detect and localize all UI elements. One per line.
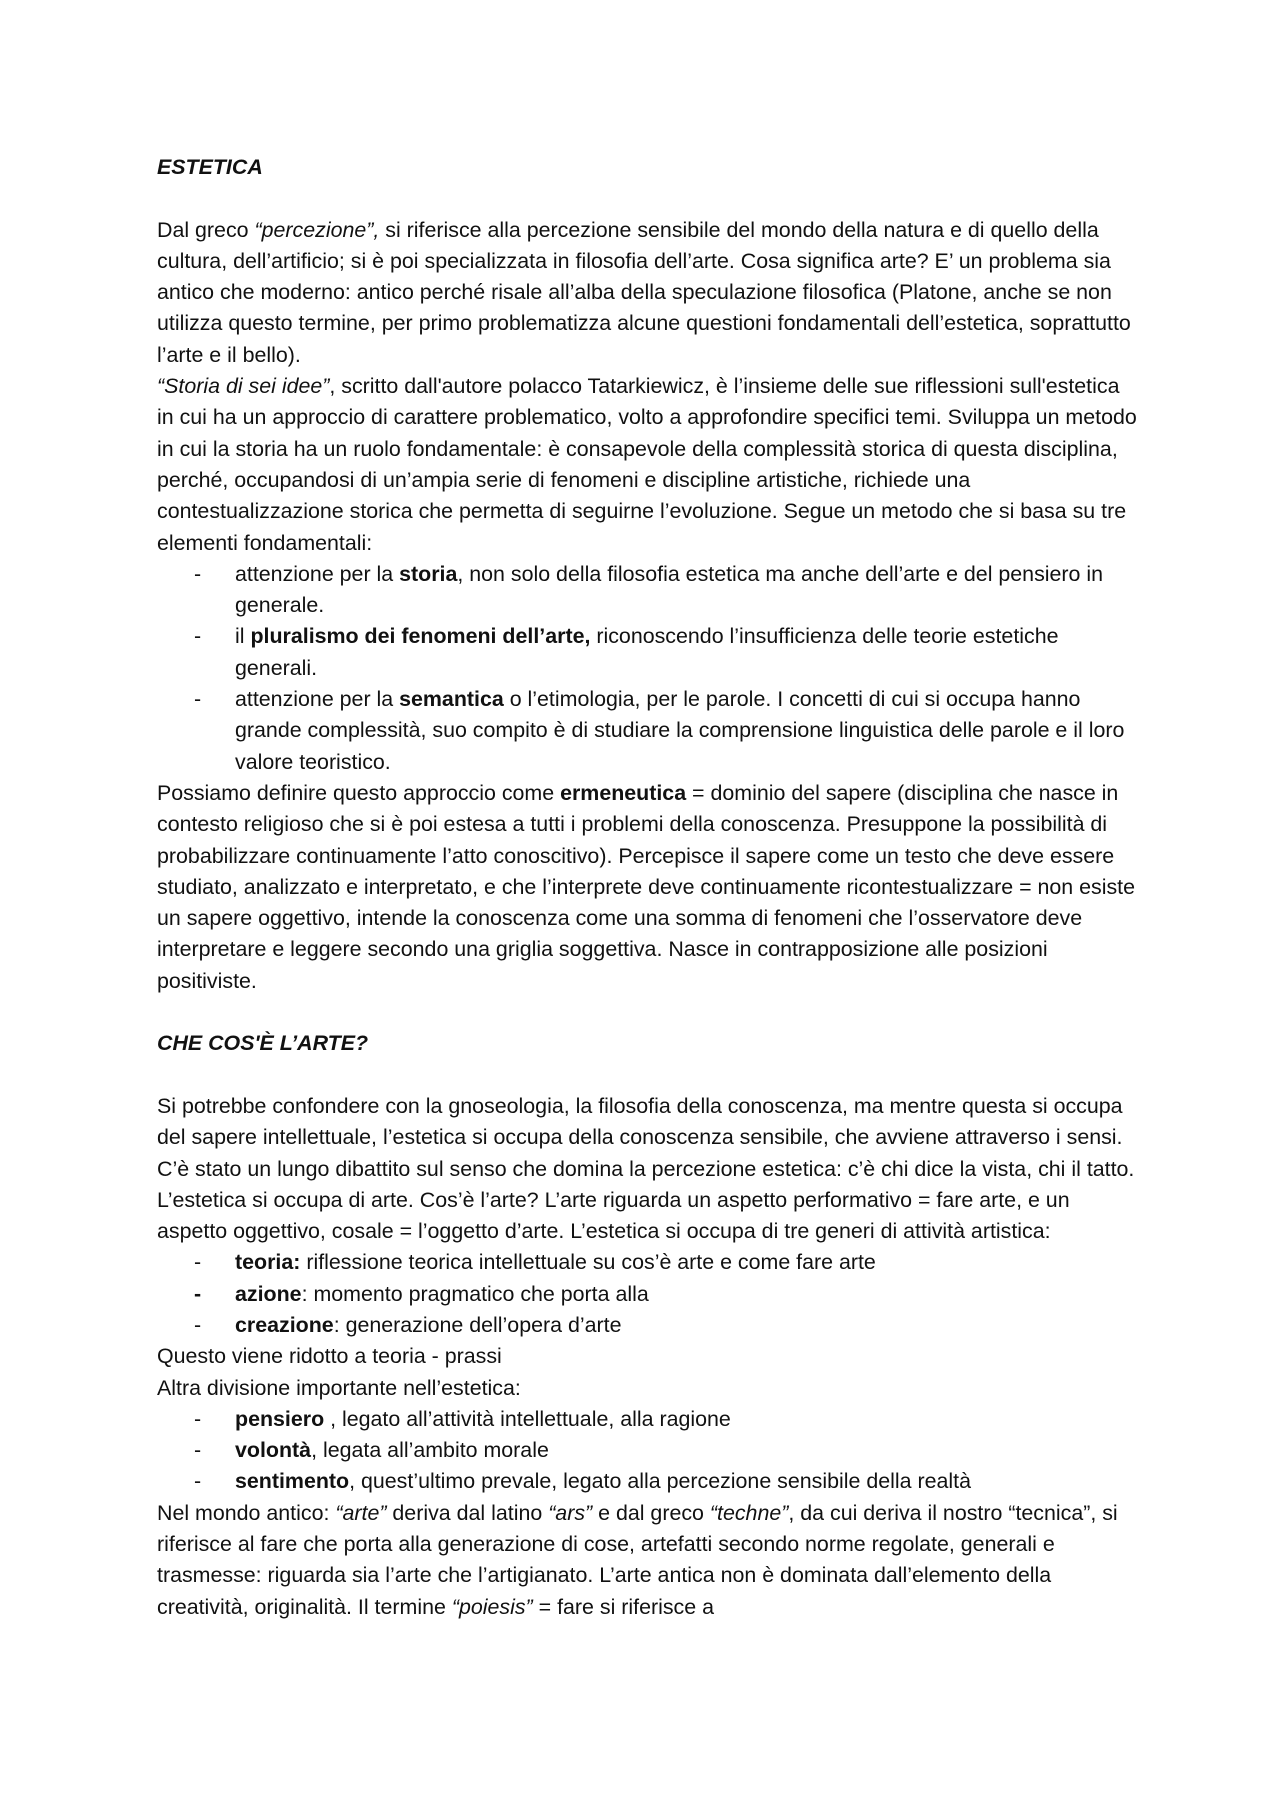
emphasis-book-title: “Storia di sei idee” [157, 374, 330, 399]
faculties-list [157, 1404, 1137, 1498]
paragraph-gnoseologia: Si potrebbe confondere con la gnoseologia, la filosofia della conoscenza, ma mentre questa si occupa del sapere intellettuale, l’estetica si occupa della conoscenza sensibile, che avviene attraverso i sensi. C’è stato un lungo dibattito sul senso che domina la percezione estetica: c’è chi dice la vista, chi il tatto. L’estetica si occupa di arte. Cos’è l’arte? L’arte riguarda un aspetto performativo = fare arte, e un aspetto oggettivo, cosale = l’oggetto d’arte. L’estetica si occupa di tre generi di attività artistica: [157, 1093, 1135, 1244]
term-ermeneutica: ermeneutica [560, 780, 687, 805]
dash-bullet: - [194, 1438, 202, 1463]
list-item: - volontà, legata all’ambito morale [235, 1435, 1137, 1466]
section-title-estetica: ESTETICA [157, 155, 263, 179]
blank-line [157, 183, 1137, 214]
line-altra-divisione: Altra divisione importante nell’estetica: [157, 1375, 521, 1400]
section-title-che-cose-larte: CHE COS'È L’ARTE? [157, 1031, 369, 1056]
dash-bullet: - [194, 624, 202, 649]
emphasis-percezione: “percezione”, [254, 217, 380, 242]
activity-genres-list [157, 1247, 1137, 1341]
paragraph-mondo-antico: Nel mondo antico: “arte” deriva dal latino “ars” e dal greco “techne”, da cui deriva il nostro “tecnica”, si riferisce al fare che porta alla generazione di cose, artefatti secondo norme regolate, generali e trasmesse: riguarda sia l’arte che l’artigianato. L’arte antica non è dominata dall’elemento della creatività, originalità. Il termine “poiesis” = fare si riferisce a [157, 1500, 1118, 1619]
method-elements-list [157, 559, 1137, 778]
blank-line [157, 997, 1137, 1028]
line-teoria-prassi: Questo viene ridotto a teoria - prassi [157, 1344, 502, 1369]
dash-bullet: - [194, 561, 202, 586]
list-item: - il pluralismo dei fenomeni dell’arte, riconoscendo l’insufficienza delle teorie estetiche generali. [235, 621, 1137, 684]
list-item: - azione: momento pragmatico che porta alla [235, 1279, 1137, 1310]
list-item: - teoria: riflessione teorica intellettuale su cos’è arte e come fare arte [235, 1247, 1137, 1278]
paragraph-tatarkiewicz: “Storia di sei idee”, scritto dall'autore polacco Tatarkiewicz, è l’insieme delle sue riflessioni sull'estetica in cui ha un approccio di carattere problematico, volto a approfondire specifici temi. Sviluppa un metodo in cui la storia ha un ruolo fondamentale: è consapevole della complessità storica di questa disciplina, perché, occupandosi di un’ampia serie di fenomeni e discipline artistiche, richiede una contestualizzazione storica che permetta di seguirne l’evoluzione. Segue un metodo che si basa su tre elementi fondamentali: [157, 374, 1137, 555]
list-item: - sentimento, quest’ultimo prevale, legato alla percezione sensibile della realtà [235, 1466, 1137, 1497]
dash-bullet: - [194, 1281, 202, 1306]
blank-line [157, 1060, 1137, 1091]
dash-bullet: - [194, 687, 202, 712]
dash-bullet: - [194, 1469, 202, 1494]
document-body [157, 152, 1137, 1623]
list-item: - attenzione per la storia, non solo della filosofia estetica ma anche dell’arte e del pensiero in generale. [235, 559, 1137, 622]
dash-bullet: - [194, 1406, 202, 1431]
list-item: - creazione: generazione dell’opera d’arte [235, 1310, 1137, 1341]
dash-bullet: - [194, 1312, 202, 1337]
list-item: - attenzione per la semantica o l’etimologia, per le parole. I concetti di cui si occupa hanno grande complessità, suo compito è di studiare la comprensione linguistica delle parole e il loro valore teoristico. [235, 684, 1137, 778]
paragraph-definition: Dal greco “percezione”, si riferisce alla percezione sensibile del mondo della natura e di quello della cultura, dell’artificio; si è poi specializzata in filosofia dell’arte. Cosa significa arte? E’ un problema sia antico che moderno: antico perché risale all’alba della speculazione filosofica (Platone, anche se non utilizza questo termine, per primo problematizza alcune questioni fondamentali dell’estetica, soprattutto l’arte e il bello). [157, 217, 1131, 367]
paragraph-ermeneutica: Possiamo definire questo approccio come ermeneutica = dominio del sapere (disciplina che nasce in contesto religioso che si è poi estesa a tutti i problemi della conoscenza. Presuppone la possibilità di probabilizzare continuamente l’atto conoscitivo). Percepisce il sapere come un testo che deve essere studiato, analizzato e interpretato, e che l’interprete deve continuamente ricontestualizzare = non esiste un sapere oggettivo, intende la conoscenza come una somma di fenomeni che l’osservatore deve interpretare e leggere secondo una griglia soggettiva. Nasce in contrapposizione alle posizioni positiviste. [157, 780, 1136, 993]
dash-bullet: - [194, 1250, 202, 1275]
list-item: - pensiero , legato all’attività intellettuale, alla ragione [235, 1404, 1137, 1435]
